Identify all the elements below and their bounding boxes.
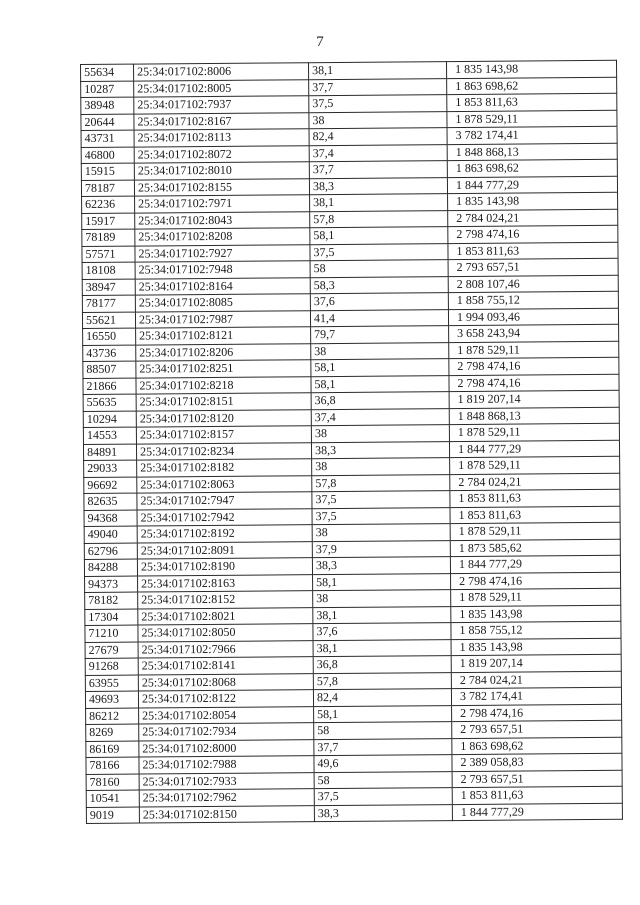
cell-id: 55634 <box>81 64 134 81</box>
cell-area: 82,4 <box>309 128 447 146</box>
cell-id: 8269 <box>86 724 139 741</box>
cell-area: 58 <box>314 771 452 789</box>
cell-area: 58,1 <box>311 359 449 377</box>
cell-id: 10541 <box>86 790 139 807</box>
cell-cadastral-number: 25:34:017102:8208 <box>135 228 310 246</box>
cell-area: 57,8 <box>313 672 451 690</box>
cell-id: 78166 <box>86 757 139 774</box>
cell-id: 86169 <box>86 741 139 758</box>
cell-value: 1 844 777,29 <box>452 803 622 821</box>
cell-cadastral-number: 25:34:017102:8234 <box>136 442 311 460</box>
cell-value: 1 835 143,98 <box>448 192 618 210</box>
cell-value: 3 658 243,94 <box>449 324 619 342</box>
cell-area: 37,9 <box>312 540 450 558</box>
cell-area: 58 <box>310 260 448 278</box>
cell-value: 1 994 093,46 <box>448 308 618 326</box>
cell-value: 2 798 474,16 <box>452 704 622 722</box>
cell-area: 38,3 <box>309 177 447 195</box>
cell-value: 1 853 811,63 <box>450 489 620 507</box>
cell-area: 58,3 <box>310 276 448 294</box>
cell-cadastral-number: 25:34:017102:8120 <box>136 409 311 427</box>
cell-id: 18108 <box>82 262 135 279</box>
cell-id: 78177 <box>82 295 135 312</box>
cell-id: 96692 <box>84 477 137 494</box>
cell-cadastral-number: 25:34:017102:8141 <box>138 657 313 675</box>
cell-value: 1 878 529,11 <box>450 456 620 474</box>
cell-value: 2 798 474,16 <box>449 357 619 375</box>
cell-cadastral-number: 25:34:017102:8155 <box>134 178 309 196</box>
cell-id: 91268 <box>85 658 138 675</box>
cell-cadastral-number: 25:34:017102:7948 <box>135 261 310 279</box>
cell-value: 1 853 811,63 <box>447 93 617 111</box>
cell-cadastral-number: 25:34:017102:7987 <box>135 310 310 328</box>
cell-area: 38 <box>313 590 451 608</box>
cell-value: 1 853 811,63 <box>452 786 622 804</box>
cell-id: 29033 <box>84 460 137 477</box>
cell-id: 15915 <box>81 163 134 180</box>
cell-cadastral-number: 25:34:017102:7927 <box>135 244 310 262</box>
cell-value: 1 835 143,98 <box>451 638 621 656</box>
cell-value: 2 798 474,16 <box>449 374 619 392</box>
cell-cadastral-number: 25:34:017102:8021 <box>138 607 313 625</box>
cell-value: 1 853 811,63 <box>448 242 618 260</box>
cell-cadastral-number: 25:34:017102:8054 <box>139 706 314 724</box>
cell-id: 49040 <box>84 526 137 543</box>
cell-id: 94368 <box>84 510 137 527</box>
cell-area: 37,5 <box>314 788 452 806</box>
cell-area: 58,1 <box>311 375 449 393</box>
cell-value: 1 878 529,11 <box>449 423 619 441</box>
cell-id: 62796 <box>84 543 137 560</box>
cell-id: 55621 <box>82 312 135 329</box>
cell-area: 37,5 <box>312 491 450 509</box>
cell-area: 38 <box>312 524 450 542</box>
cell-value: 1 878 529,11 <box>451 588 621 606</box>
cell-value: 2 793 657,51 <box>452 770 622 788</box>
cell-area: 38,3 <box>311 441 449 459</box>
cell-value: 3 782 174,41 <box>451 687 621 705</box>
cell-area: 37,7 <box>309 78 447 96</box>
cell-cadastral-number: 25:34:017102:8063 <box>137 475 312 493</box>
cell-value: 1 863 698,62 <box>447 159 617 177</box>
table-body <box>81 60 623 823</box>
cell-value: 1 858 755,12 <box>451 621 621 639</box>
cell-value: 2 793 657,51 <box>452 720 622 738</box>
cell-area: 38,1 <box>308 62 446 80</box>
cell-cadastral-number: 25:34:017102:7942 <box>137 508 312 526</box>
cell-value: 2 784 024,21 <box>450 473 620 491</box>
cell-cadastral-number: 25:34:017102:8113 <box>134 129 309 147</box>
cell-value: 1 835 143,98 <box>451 605 621 623</box>
cell-value: 1 844 777,29 <box>447 176 617 194</box>
cell-cadastral-number: 25:34:017102:8164 <box>135 277 310 295</box>
cell-area: 49,6 <box>314 755 452 773</box>
cell-id: 55635 <box>83 394 136 411</box>
cell-area: 37,6 <box>313 623 451 641</box>
cell-cadastral-number: 25:34:017102:8150 <box>139 805 314 823</box>
cell-area: 37,5 <box>310 243 448 261</box>
cell-area: 36,8 <box>311 392 449 410</box>
cell-cadastral-number: 25:34:017102:8121 <box>136 327 311 345</box>
cell-cadastral-number: 25:34:017102:7934 <box>139 723 314 741</box>
cell-area: 37,7 <box>314 738 452 756</box>
cell-area: 38,1 <box>313 639 451 657</box>
cell-area: 37,5 <box>309 95 447 113</box>
cell-area: 58,1 <box>314 705 452 723</box>
cell-id: 38947 <box>82 279 135 296</box>
cell-id: 27679 <box>85 642 138 659</box>
cell-area: 38 <box>309 111 447 129</box>
cell-area: 38,3 <box>312 557 450 575</box>
cell-value: 2 798 474,16 <box>448 225 618 243</box>
cell-value: 2 798 474,16 <box>451 572 621 590</box>
cell-value: 2 389 058,83 <box>452 753 622 771</box>
cell-area: 37,5 <box>312 507 450 525</box>
page-number: 7 <box>316 34 324 50</box>
cell-cadastral-number: 25:34:017102:7971 <box>135 195 310 213</box>
cell-id: 84891 <box>83 444 136 461</box>
cell-value: 1 873 585,62 <box>450 539 620 557</box>
cell-cadastral-number: 25:34:017102:8085 <box>135 294 310 312</box>
cell-cadastral-number: 25:34:017102:8006 <box>134 63 309 81</box>
cell-id: 71210 <box>85 625 138 642</box>
cell-cadastral-number: 25:34:017102:8206 <box>136 343 311 361</box>
cell-value: 3 782 174,41 <box>447 126 617 144</box>
cell-value: 2 784 024,21 <box>451 671 621 689</box>
cell-id: 94373 <box>85 576 138 593</box>
cell-value: 1 819 207,14 <box>449 390 619 408</box>
cell-cadastral-number: 25:34:017102:8043 <box>135 211 310 229</box>
cell-id: 43731 <box>81 130 134 147</box>
cell-cadastral-number: 25:34:017102:8072 <box>134 145 309 163</box>
cell-cadastral-number: 25:34:017102:7937 <box>134 96 309 114</box>
cell-area: 38 <box>311 425 449 443</box>
cell-value: 1 878 529,11 <box>449 341 619 359</box>
cell-cadastral-number: 25:34:017102:8152 <box>138 591 313 609</box>
cell-id: 20644 <box>81 114 134 131</box>
cell-cadastral-number: 25:34:017102:8000 <box>139 739 314 757</box>
cell-id: 10294 <box>83 411 136 428</box>
cell-area: 38 <box>311 342 449 360</box>
cell-id: 16550 <box>83 328 136 345</box>
cell-cadastral-number: 25:34:017102:8122 <box>138 690 313 708</box>
cell-id: 62236 <box>82 196 135 213</box>
cell-value: 2 808 107,46 <box>448 275 618 293</box>
cell-id: 10287 <box>81 81 134 98</box>
cell-value: 1 878 529,11 <box>450 522 620 540</box>
cell-area: 58 <box>314 722 452 740</box>
cell-area: 82,4 <box>313 689 451 707</box>
cell-value: 2 793 657,51 <box>448 258 618 276</box>
cell-id: 17304 <box>85 609 138 626</box>
cell-cadastral-number: 25:34:017102:8050 <box>138 624 313 642</box>
document-sheet <box>80 60 622 824</box>
cell-area: 38,3 <box>314 804 452 822</box>
cell-cadastral-number: 25:34:017102:8151 <box>136 393 311 411</box>
cell-area: 37,4 <box>311 408 449 426</box>
cell-value: 1 848 868,13 <box>449 407 619 425</box>
cell-cadastral-number: 25:34:017102:8068 <box>138 673 313 691</box>
cell-area: 37,7 <box>309 161 447 179</box>
cell-value: 1 878 529,11 <box>447 110 617 128</box>
cell-cadastral-number: 25:34:017102:7988 <box>139 756 314 774</box>
cell-cadastral-number: 25:34:017102:8157 <box>136 426 311 444</box>
cell-cadastral-number: 25:34:017102:8163 <box>138 574 313 592</box>
cell-area: 79,7 <box>311 326 449 344</box>
cell-id: 49693 <box>85 691 138 708</box>
cell-cadastral-number: 25:34:017102:8251 <box>136 360 311 378</box>
cell-id: 78182 <box>85 592 138 609</box>
property-table <box>80 60 623 824</box>
cell-value: 1 858 755,12 <box>448 291 618 309</box>
cell-area: 38,1 <box>310 194 448 212</box>
cell-cadastral-number: 25:34:017102:7947 <box>137 492 312 510</box>
cell-area: 58,1 <box>313 573 451 591</box>
cell-area: 58,1 <box>310 227 448 245</box>
cell-value: 1 863 698,62 <box>447 77 617 95</box>
cell-cadastral-number: 25:34:017102:8218 <box>136 376 311 394</box>
cell-value: 1 848 868,13 <box>447 143 617 161</box>
cell-cadastral-number: 25:34:017102:8091 <box>137 541 312 559</box>
cell-id: 84288 <box>84 559 137 576</box>
cell-id: 43736 <box>83 345 136 362</box>
cell-value: 1 819 207,14 <box>451 654 621 672</box>
cell-value: 1 835 143,98 <box>446 60 616 78</box>
cell-id: 88507 <box>83 361 136 378</box>
cell-id: 78187 <box>81 180 134 197</box>
cell-id: 78160 <box>86 774 139 791</box>
cell-area: 36,8 <box>313 656 451 674</box>
cell-area: 37,6 <box>310 293 448 311</box>
cell-id: 78189 <box>82 229 135 246</box>
cell-id: 46800 <box>81 147 134 164</box>
cell-area: 41,4 <box>310 309 448 327</box>
cell-value: 1 853 811,63 <box>450 506 620 524</box>
cell-id: 63955 <box>85 675 138 692</box>
cell-cadastral-number: 25:34:017102:8167 <box>134 112 309 130</box>
cell-cadastral-number: 25:34:017102:8005 <box>134 79 309 97</box>
cell-id: 82635 <box>84 493 137 510</box>
cell-cadastral-number: 25:34:017102:8192 <box>137 525 312 543</box>
cell-value: 1 863 698,62 <box>452 737 622 755</box>
cell-value: 2 784 024,21 <box>448 209 618 227</box>
cell-cadastral-number: 25:34:017102:8010 <box>134 162 309 180</box>
cell-id: 57571 <box>82 246 135 263</box>
cell-area: 38 <box>312 458 450 476</box>
cell-id: 9019 <box>86 807 139 824</box>
cell-id: 86212 <box>86 708 139 725</box>
cell-cadastral-number: 25:34:017102:7933 <box>139 772 314 790</box>
cell-id: 14553 <box>83 427 136 444</box>
cell-cadastral-number: 25:34:017102:8182 <box>137 459 312 477</box>
cell-area: 57,8 <box>312 474 450 492</box>
cell-cadastral-number: 25:34:017102:7966 <box>138 640 313 658</box>
cell-id: 38948 <box>81 97 134 114</box>
cell-area: 38,1 <box>313 606 451 624</box>
cell-area: 57,8 <box>310 210 448 228</box>
cell-value: 1 844 777,29 <box>449 440 619 458</box>
cell-area: 37,4 <box>309 144 447 162</box>
cell-cadastral-number: 25:34:017102:8190 <box>137 558 312 576</box>
table-row <box>86 803 622 824</box>
cell-cadastral-number: 25:34:017102:7962 <box>139 789 314 807</box>
cell-id: 21866 <box>83 378 136 395</box>
cell-value: 1 844 777,29 <box>450 555 620 573</box>
cell-id: 15917 <box>82 213 135 230</box>
